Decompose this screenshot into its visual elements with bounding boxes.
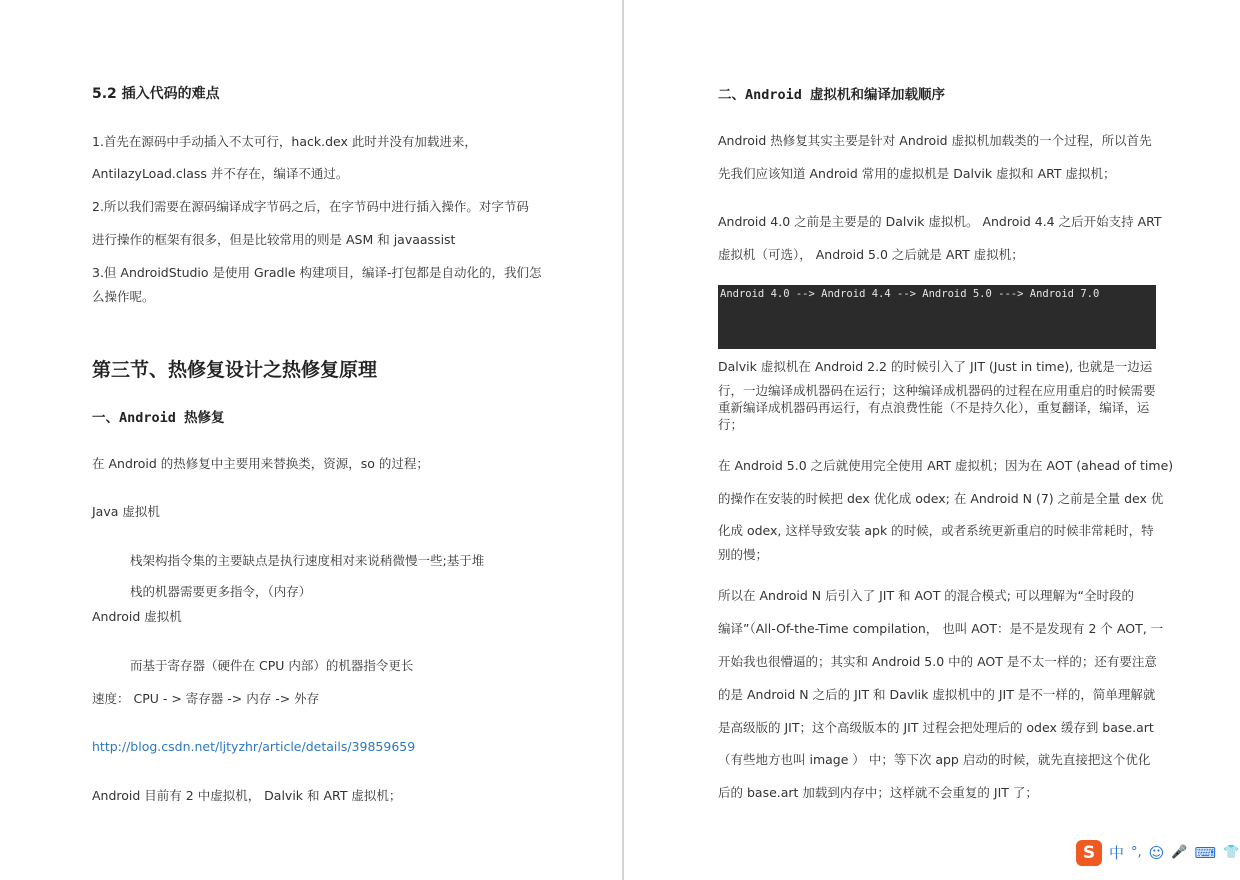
ime-language-toggle[interactable]: 中 bbox=[1109, 844, 1125, 862]
paragraph-2-line-2: 进行操作的框架有很多，但是比较常用的则是 ASM 和 javaassist bbox=[92, 232, 456, 247]
mixed-mode-line-1: 所以在 Android N 后引入了 JIT 和 AOT 的混合模式; 可以理解为“全时段的 bbox=[718, 588, 1134, 603]
ime-keyboard-icon[interactable]: ⌨ bbox=[1194, 844, 1217, 862]
java-vm-label: Java 虚拟机 bbox=[92, 504, 160, 519]
document-page-right bbox=[625, 0, 1240, 880]
subsection-1-title: 一、Android 热修复 bbox=[92, 410, 225, 426]
jit-paragraph-line-4: 行； bbox=[718, 417, 744, 432]
sogou-logo-icon[interactable]: S bbox=[1076, 840, 1102, 866]
ime-punctuation-icon[interactable]: °, bbox=[1131, 845, 1142, 860]
stack-architecture-line-2: 栈的机器需要更多指令，（内存） bbox=[130, 584, 312, 599]
section-3-title: 第三节、热修复设计之热修复原理 bbox=[92, 359, 378, 381]
reference-link[interactable]: http://blog.csdn.net/ljtyzhr/article/details/39859659 bbox=[92, 739, 416, 754]
aot-paragraph-line-4: 别的慢； bbox=[718, 547, 769, 562]
page-divider bbox=[622, 0, 624, 880]
vm-history-line-2: 虚拟机（可选）， Android 5.0 之后就是 ART 虚拟机； bbox=[718, 247, 1024, 262]
paragraph-1-line-1: 1.首先在源码中手动插入不太可行，hack.dex 此时并没有加载进来， bbox=[92, 134, 477, 149]
jit-paragraph-line-3: 重新编译成机器码再运行，有点浪费性能（不是持久化），重复翻译，编译，运 bbox=[718, 400, 1150, 415]
vm-history-line-1: Android 4.0 之前是主要是的 Dalvik 虚拟机。 Android 4.4 之后开始支持 ART bbox=[718, 214, 1162, 229]
jit-paragraph-line-2: 行，一边编译成机器码在运行；这种编译成机器码的过程在应用重启的时候需要 bbox=[718, 383, 1156, 398]
mixed-mode-line-2: 编译”（All-Of-the-Time compilation， 也叫 AOT：是不是发现有 2 个 AOT, 一 bbox=[718, 621, 1164, 636]
two-vms-line: Android 目前有 2 中虚拟机， Dalvik 和 ART 虚拟机； bbox=[92, 788, 402, 803]
android-vm-label: Android 虚拟机 bbox=[92, 609, 182, 624]
paragraph-3-line-2: 么操作呢。 bbox=[92, 289, 155, 304]
mixed-mode-line-4: 的是 Android N 之后的 JIT 和 Davlik 虚拟机中的 JIT 是不一样的，简单理解就 bbox=[718, 687, 1156, 702]
aot-paragraph-line-3: 化成 odex, 这样导致安装 apk 的时候，或者系统更新重启的时候非常耗时，特 bbox=[718, 523, 1154, 538]
ime-voice-icon[interactable]: 🎤 bbox=[1171, 845, 1188, 860]
stack-architecture-line-1: 栈架构指令集的主要缺点是执行速度相对来说稍微慢一些;基于堆 bbox=[130, 553, 485, 568]
mixed-mode-line-7: 后的 base.art 加载到内存中；这样就不会重复的 JIT 了； bbox=[718, 785, 1038, 800]
code-block bbox=[718, 285, 1156, 349]
paragraph-2-line-1: 2.所以我们需要在源码编译成字节码之后，在字节码中进行插入操作。对字节码 bbox=[92, 199, 529, 214]
jit-paragraph-line-1: Dalvik 虚拟机在 Android 2.2 的时候引入了 JIT (Just in time), 也就是一边运 bbox=[718, 359, 1153, 374]
ime-emoji-icon[interactable]: ☺ bbox=[1148, 844, 1165, 862]
ime-skin-icon[interactable]: 👕 bbox=[1223, 845, 1240, 860]
mixed-mode-line-6: （有些地方也叫 image ） 中；等下次 app 启动的时候，就先直接把这个优化 bbox=[718, 752, 1151, 767]
mixed-mode-line-5: 是高级版的 JIT；这个高级版本的 JIT 过程会把处理后的 odex 缓存到 base.art bbox=[718, 720, 1154, 735]
paragraph-3-line-1: 3.但 AndroidStudio 是使用 Gradle 构建项目，编译-打包都是自动化的，我们怎 bbox=[92, 265, 542, 280]
mixed-mode-line-3: 开始我也很懵逼的；其实和 Android 5.0 中的 AOT 是不太一样的；还有要注意 bbox=[718, 654, 1157, 669]
paragraph-1-line-2: AntilazyLoad.class 并不存在，编译不通过。 bbox=[92, 166, 349, 181]
aot-paragraph-line-1: 在 Android 5.0 之后就使用完全使用 ART 虚拟机；因为在 AOT (ahead of time) bbox=[718, 458, 1174, 473]
heading-5-2: 5.2 插入代码的难点 bbox=[92, 86, 220, 102]
hotfix-intro-line-1: Android 热修复其实主要是针对 Android 虚拟机加载类的一个过程，所以首先 bbox=[718, 133, 1152, 148]
hotfix-intro-line-2: 先我们应该知道 Android 常用的虚拟机是 Dalvik 虚拟和 ART 虚拟机； bbox=[718, 166, 1116, 181]
register-architecture-line: 而基于寄存器（硬件在 CPU 内部）的机器指令更长 bbox=[130, 658, 414, 673]
ime-toolbar bbox=[1076, 838, 1240, 868]
speed-hierarchy-line: 速度： CPU - > 寄存器 -> 内存 -> 外存 bbox=[92, 691, 320, 706]
subsection-2-title: 二、Android 虚拟机和编译加载顺序 bbox=[718, 87, 946, 103]
intro-text: 在 Android 的热修复中主要用来替换类，资源，so 的过程； bbox=[92, 456, 429, 471]
code-block-text: Android 4.0 --> Android 4.4 --> Android 5.0 ---> Android 7.0 bbox=[720, 288, 1100, 300]
aot-paragraph-line-2: 的操作在安装的时候把 dex 优化成 odex; 在 Android N (7) 之前是全量 dex 优 bbox=[718, 491, 1164, 506]
